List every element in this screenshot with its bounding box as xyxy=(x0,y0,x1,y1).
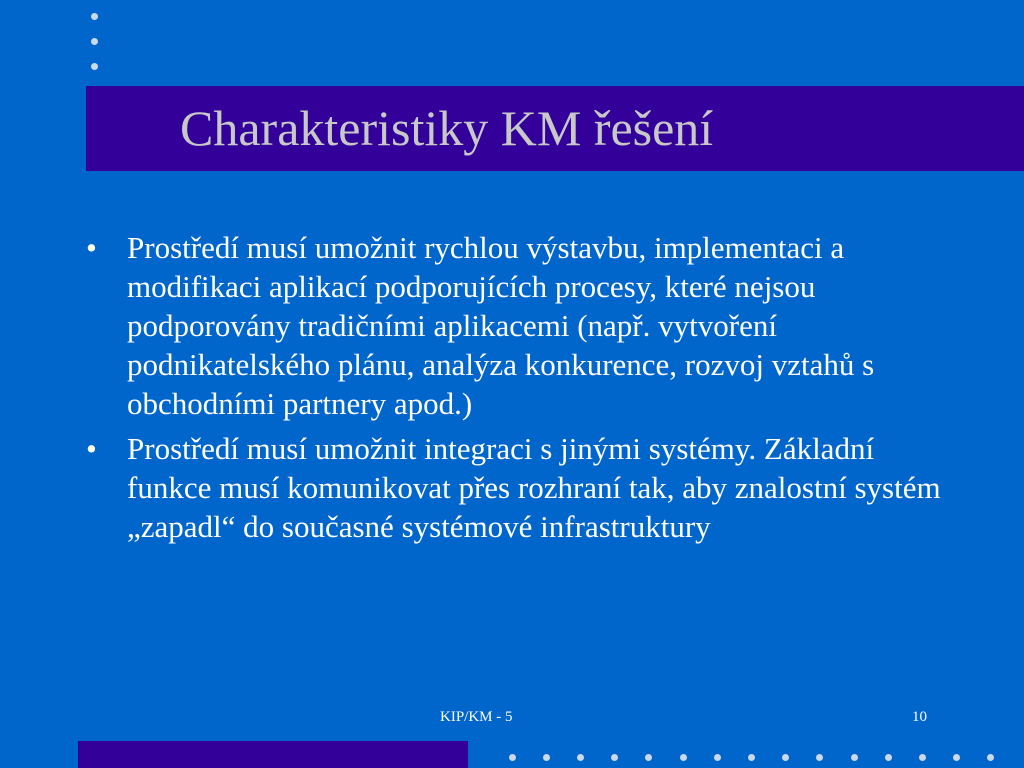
page-number: 10 xyxy=(912,709,927,725)
slide-title: Charakteristiky KM řešení xyxy=(180,100,714,156)
decor-dot xyxy=(680,754,687,761)
decor-dot xyxy=(611,754,618,761)
bullet-item xyxy=(86,429,956,546)
decor-dot xyxy=(91,38,98,45)
footer-text: KIP/KM - 5 xyxy=(440,709,513,725)
decor-dot xyxy=(577,754,584,761)
decor-dot xyxy=(851,754,858,761)
decor-dot xyxy=(816,754,823,761)
decor-dot xyxy=(885,754,892,761)
decor-dot xyxy=(953,754,960,761)
decor-dot xyxy=(91,13,98,20)
bullet-item xyxy=(86,228,956,423)
bullet-text: Prostředí musí umožnit integraci s jinými systémy. Základní funkce musí komunikovat přes rozhraní tak, aby znalostní systém „zapadl“ do současné systémové infrastruktury xyxy=(127,431,941,544)
decor-dot xyxy=(987,754,994,761)
decor-dot xyxy=(714,754,721,761)
bullet-list xyxy=(86,228,956,552)
decor-dot xyxy=(748,754,755,761)
decor-dot xyxy=(91,63,98,70)
decor-dot xyxy=(919,754,926,761)
decor-dot xyxy=(782,754,789,761)
bullet-text: Prostředí musí umožnit rychlou výstavbu, implementaci a modifikaci aplikací podporujících procesy, které nejsou podporovány tradičními aplikacemi (např. vytvoření podnikatelského plánu, analýza konkurence, rozvoj vztahů s obchodními partnery apod.) xyxy=(127,230,875,421)
decor-dot xyxy=(645,754,652,761)
bottom-bar xyxy=(78,741,468,768)
bullet-marker: • xyxy=(86,230,97,265)
decor-dot xyxy=(509,754,516,761)
decor-dot xyxy=(543,754,550,761)
bullet-marker: • xyxy=(86,431,97,466)
